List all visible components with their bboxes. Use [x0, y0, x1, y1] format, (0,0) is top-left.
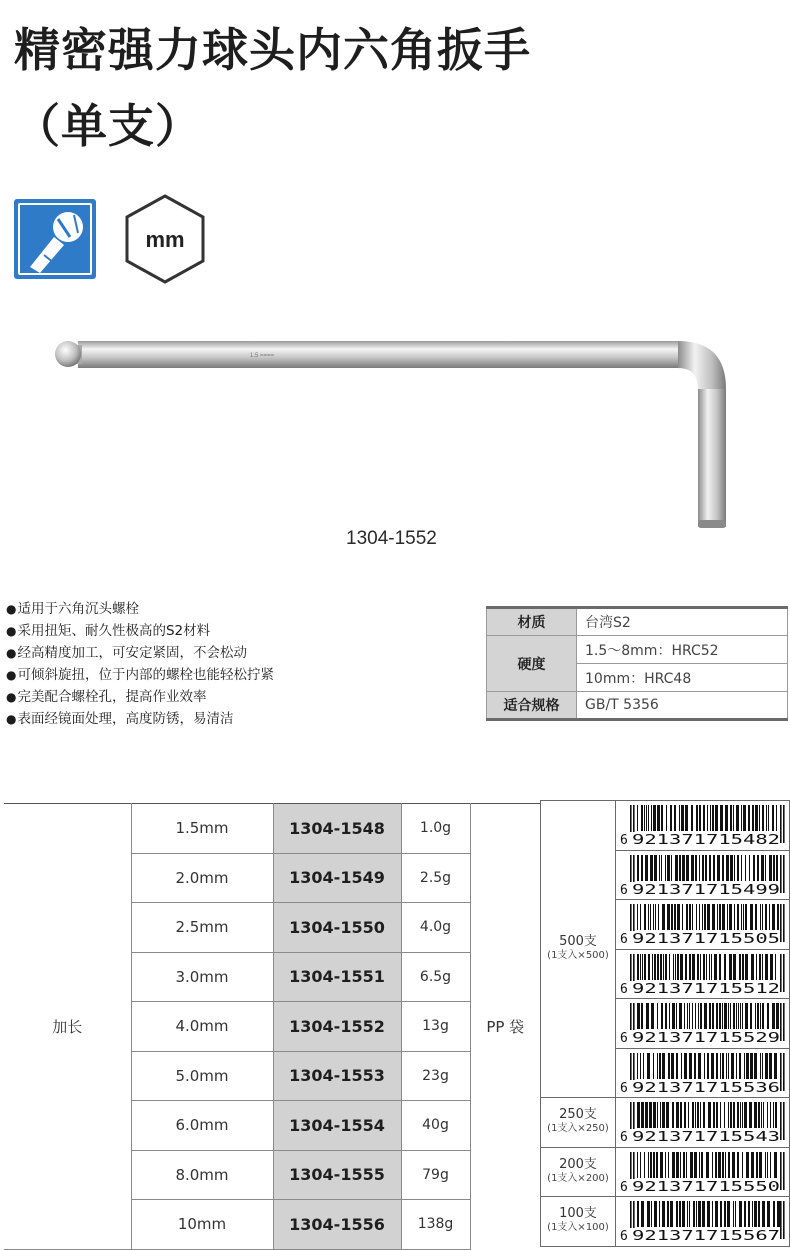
barcode-cell — [616, 1197, 790, 1247]
svg-text:6: 6 — [620, 882, 628, 895]
svg-text:6: 6 — [620, 1031, 628, 1043]
hardness-value-2: 10mm：HRC48 — [577, 664, 788, 692]
feature-item: ● 采用扭矩、耐久性极高的S2材料 — [6, 620, 476, 642]
feature-item: ● 适用于六角沉头螺栓 — [6, 598, 476, 620]
size-cell: 4.0mm — [131, 1002, 273, 1052]
hex-key-wrench-image — [50, 335, 740, 535]
barcode-cell — [616, 999, 790, 1049]
product-code: 1304-1552 — [346, 528, 437, 549]
quantity-cell — [541, 801, 616, 1098]
quantity-cell — [541, 1147, 616, 1197]
weight-cell: 1.0g — [401, 804, 470, 854]
svg-text:1.5 ====: 1.5 ==== — [250, 353, 275, 359]
size-cell: 5.0mm — [131, 1051, 273, 1101]
barcode-cell — [616, 949, 790, 999]
svg-text:921371715505: 921371715505 — [632, 932, 780, 944]
weight-cell: 4.0g — [401, 903, 470, 953]
barcode-cell — [616, 1048, 790, 1098]
code-cell: 1304-1548 — [273, 804, 401, 854]
weight-cell: 138g — [401, 1200, 470, 1250]
code-cell: 1304-1549 — [273, 853, 401, 903]
barcode-cell — [616, 801, 790, 851]
code-cell: 1304-1551 — [273, 952, 401, 1002]
weight-cell: 13g — [401, 1002, 470, 1052]
quantity-cell — [541, 1098, 616, 1148]
standard-value: GB/T 5356 — [577, 692, 788, 720]
code-cell: 1304-1554 — [273, 1101, 401, 1151]
barcode-cell — [616, 850, 790, 900]
standard-label: 适合规格 — [487, 692, 577, 720]
svg-text:6: 6 — [620, 1080, 628, 1093]
code-cell: 1304-1550 — [273, 903, 401, 953]
quantity-label: 200支 — [559, 1156, 597, 1172]
barcode-cell — [616, 1147, 790, 1197]
svg-text:921371715529: 921371715529 — [632, 1031, 780, 1043]
svg-text:6: 6 — [620, 1229, 628, 1241]
svg-text:921371715567: 921371715567 — [632, 1229, 780, 1241]
quantity-sub: (1支入×100) — [547, 1222, 609, 1234]
quantity-sub: (1支入×200) — [547, 1172, 609, 1184]
code-cell: 1304-1552 — [273, 1002, 401, 1052]
size-table — [4, 803, 540, 1250]
packaging-cell: PP 袋 — [470, 804, 540, 1250]
size-cell: 8.0mm — [131, 1150, 273, 1200]
quantity-label: 250支 — [559, 1107, 597, 1123]
category-cell: 加长 — [4, 804, 131, 1250]
product-title: 精密强力球头内六角扳手 — [14, 23, 531, 77]
weight-cell: 6.5g — [401, 952, 470, 1002]
svg-text:921371715482: 921371715482 — [632, 833, 780, 845]
barcode-row — [541, 1197, 790, 1247]
size-cell: 2.5mm — [131, 903, 273, 953]
svg-text:921371715543: 921371715543 — [632, 1130, 780, 1142]
size-cell: 3.0mm — [131, 952, 273, 1002]
weight-cell: 2.5g — [401, 853, 470, 903]
barcode-row — [541, 1147, 790, 1197]
quantity-sub: (1支入×250) — [547, 1123, 609, 1135]
feature-item: ● 经高精度加工，可安定紧固，不会松动 — [6, 642, 476, 664]
code-cell: 1304-1556 — [273, 1200, 401, 1250]
feature-item: ● 完美配合螺栓孔，提高作业效率 — [6, 686, 476, 708]
feature-item: ● 可倾斜旋扭，位于内部的螺栓也能轻松拧紧 — [6, 664, 476, 686]
svg-text:921371715550: 921371715550 — [632, 1179, 780, 1192]
barcode-cell — [616, 900, 790, 950]
svg-text:921371715499: 921371715499 — [632, 882, 780, 895]
barcode-row — [541, 801, 790, 851]
weight-cell: 40g — [401, 1101, 470, 1151]
quantity-cell — [541, 1197, 616, 1247]
svg-text:921371715512: 921371715512 — [632, 981, 780, 994]
spec-table — [486, 606, 788, 721]
hardness-label: 硬度 — [487, 636, 577, 692]
metric-mm-icon — [124, 193, 206, 285]
size-cell: 1.5mm — [131, 804, 273, 854]
svg-text:6: 6 — [620, 833, 628, 845]
quantity-label: 500支 — [559, 934, 597, 949]
barcode-table — [540, 800, 790, 1247]
barcode-cell — [616, 1098, 790, 1148]
barcode-row — [541, 1098, 790, 1148]
quantity-label: 100支 — [559, 1206, 597, 1222]
size-cell: 2.0mm — [131, 853, 273, 903]
size-cell: 6.0mm — [131, 1101, 273, 1151]
quantity-sub: (1支入×500) — [547, 950, 609, 961]
weight-cell: 23g — [401, 1051, 470, 1101]
svg-text:6: 6 — [620, 1179, 628, 1192]
svg-text:6: 6 — [620, 981, 628, 994]
weight-cell: 79g — [401, 1150, 470, 1200]
size-cell: 10mm — [131, 1200, 273, 1250]
product-subtitle: （单支） — [14, 99, 202, 153]
svg-text:6: 6 — [620, 932, 628, 944]
material-value: 台湾S2 — [577, 608, 788, 636]
feature-item: ● 表面经镜面处理，高度防锈，易清洁 — [6, 708, 476, 730]
hardness-value-1: 1.5～8mm：HRC52 — [577, 636, 788, 664]
svg-text:921371715536: 921371715536 — [632, 1080, 780, 1093]
code-cell: 1304-1555 — [273, 1150, 401, 1200]
code-cell: 1304-1553 — [273, 1051, 401, 1101]
table-row — [4, 804, 540, 854]
ball-end-hex-icon — [14, 199, 96, 279]
svg-text:6: 6 — [620, 1130, 628, 1142]
feature-list — [6, 598, 476, 730]
material-label: 材质 — [487, 608, 577, 636]
mm-label: mm — [145, 227, 185, 252]
